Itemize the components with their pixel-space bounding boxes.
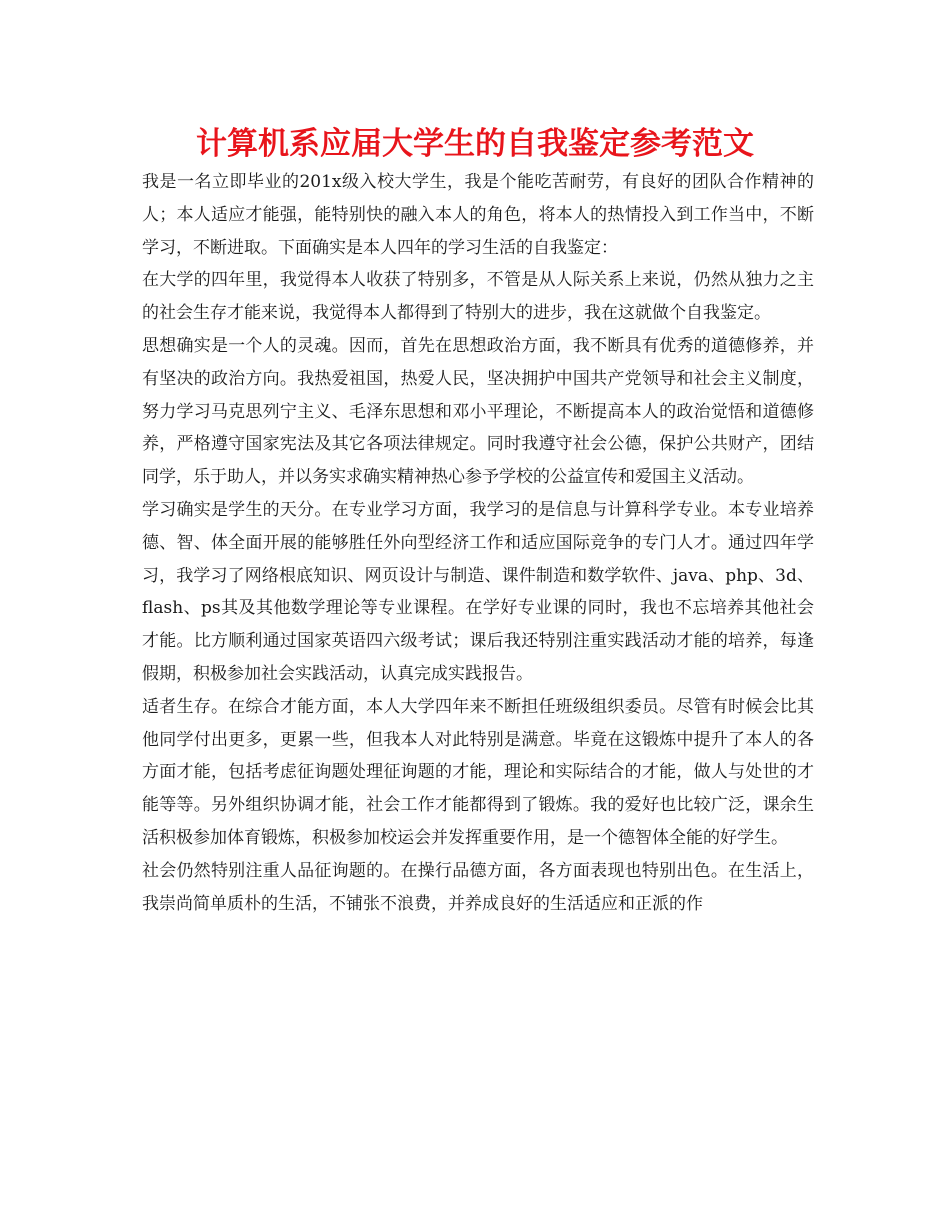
paragraph-character: 社会仍然特别注重人品征询题的。在操行品德方面，各方面表现也特别出色。在生活上，我崇尚简单质朴的生活，不铺张不浪费，并养成良好的生活适应和正派的作 (142, 860, 814, 914)
document-body (142, 166, 814, 920)
paragraph-study: 学习确实是学生的天分。在专业学习方面，我学习的是信息与计算科学专业。本专业培养德、智、体全面开展的能够胜任外向型经济工作和适应国际竞争的专门人才。通过四年学习，我学习了网络根底知识、网页设计与制造、课件制造和数学软件、java、php、3d、flash、ps其及其他数学理论等专业课程。在学好专业课的同时，我也不忘培养其他社会才能。比方顺利通过国家英语四六级考试；课后我还特别注重实践活动才能的培养，每逢假期，积极参加社会实践活动，认真完成实践报告。 (142, 499, 814, 684)
paragraph-ideology: 思想确实是一个人的灵魂。因而，首先在思想政治方面，我不断具有优秀的道德修养，并有坚决的政治方向。我热爱祖国，热爱人民，坚决拥护中国共产党领导和社会主义制度，努力学习马克思列宁主义、毛泽东思想和邓小平理论，不断提高本人的政治觉悟和道德修养，严格遵守国家宪法及其它各项法律规定。同时我遵守社会公德，保护公共财产，团结同学，乐于助人，并以务实求确实精神热心参予学校的公益宣传和爱国主义活动。 (142, 335, 814, 488)
paragraph-university-years: 在大学的四年里，我觉得本人收获了特别多，不管是从人际关系上来说，仍然从独力之主的社会生存才能来说，我觉得本人都得到了特别大的进步，我在这就做个自我鉴定。 (142, 270, 814, 324)
paragraph-intro: 我是一名立即毕业的201x级入校大学生，我是个能吃苦耐劳，有良好的团队合作精神的人；本人适应才能强，能特别快的融入本人的角色，将本人的热情投入到工作当中，不断学习，不断进取。下面确实是本人四年的学习生活的自我鉴定： (142, 172, 814, 258)
paragraph-abilities: 适者生存。在综合才能方面，本人大学四年来不断担任班级组织委员。尽管有时候会比其他同学付出更多，更累一些，但我本人对此特别是满意。毕竟在这锻炼中提升了本人的各方面才能，包括考虑征询题处理征询题的才能，理论和实际结合的才能，做人与处世的才能等等。另外组织协调才能，社会工作才能都得到了锻炼。我的爱好也比较广泛，课余生活积极参加体育锻炼，积极参加校运会并发挥重要作用，是一个德智体全能的好学生。 (142, 696, 814, 848)
document-title: 计算机系应届大学生的自我鉴定参考范文 (196, 126, 754, 162)
